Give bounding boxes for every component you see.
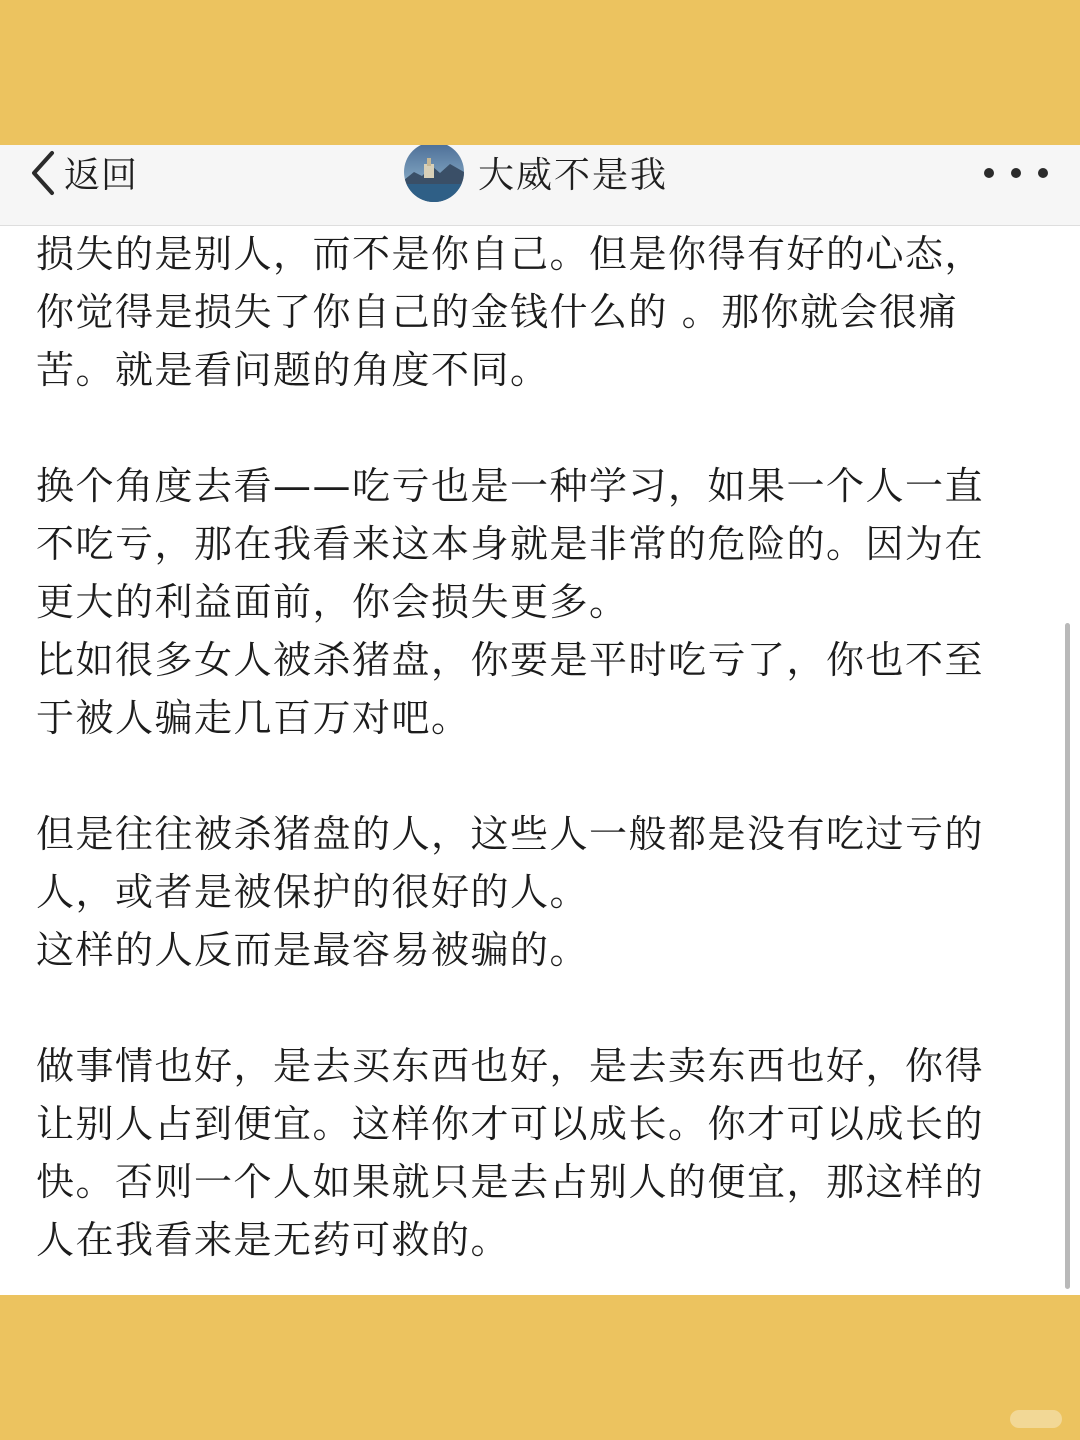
more-dot (1038, 168, 1048, 178)
paragraph-gap (36, 399, 1036, 457)
more-dot (984, 168, 994, 178)
back-label: 返回 (64, 155, 139, 196)
watermark-icon (1010, 1410, 1062, 1428)
paragraph-1: 损失的是别人，而不是你自己。但是你得有好的心态， 你觉得是损失了你自己的金钱什么的 。那你就会很痛 苦。就是看问题的角度不同。 (36, 232, 985, 392)
back-button[interactable] (28, 145, 138, 200)
navigation-bar (0, 145, 1080, 226)
contact-header[interactable] (404, 145, 668, 200)
scrollbar[interactable] (1065, 623, 1070, 1289)
paragraph-3: 但是往往被杀猪盘的人，这些人一般都是没有吃过亏的 人，或者是被保护的很好的人。 这样的人反而是最容易被骗的。 (36, 812, 985, 972)
more-icon[interactable] (984, 163, 1048, 183)
chevron-left-icon (28, 149, 58, 197)
avatar[interactable] (404, 145, 464, 202)
note-screen (0, 145, 1080, 1295)
note-content (36, 225, 1036, 1269)
paragraph-4: 做事情也好，是去买东西也好，是去卖东西也好，你得 让别人占到便宜。这样你才可以成长。你才可以成长的 快。否则一个人如果就只是去占别人的便宜，那这样的 人在我看来是无药可救的。 (36, 1044, 985, 1262)
more-dot (1011, 168, 1021, 178)
paragraph-gap (36, 979, 1036, 1037)
paragraph-gap (36, 747, 1036, 805)
contact-name: 大威不是我 (478, 155, 669, 196)
paragraph-2: 换个角度去看——吃亏也是一种学习，如果一个人一直 不吃亏，那在我看来这本身就是非常的危险的。因为在 更大的利益面前，你会损失更多。 比如很多女人被杀猪盘，你要是平时吃亏了，你也不至 于被人骗走几百万对吧。 (36, 464, 985, 740)
